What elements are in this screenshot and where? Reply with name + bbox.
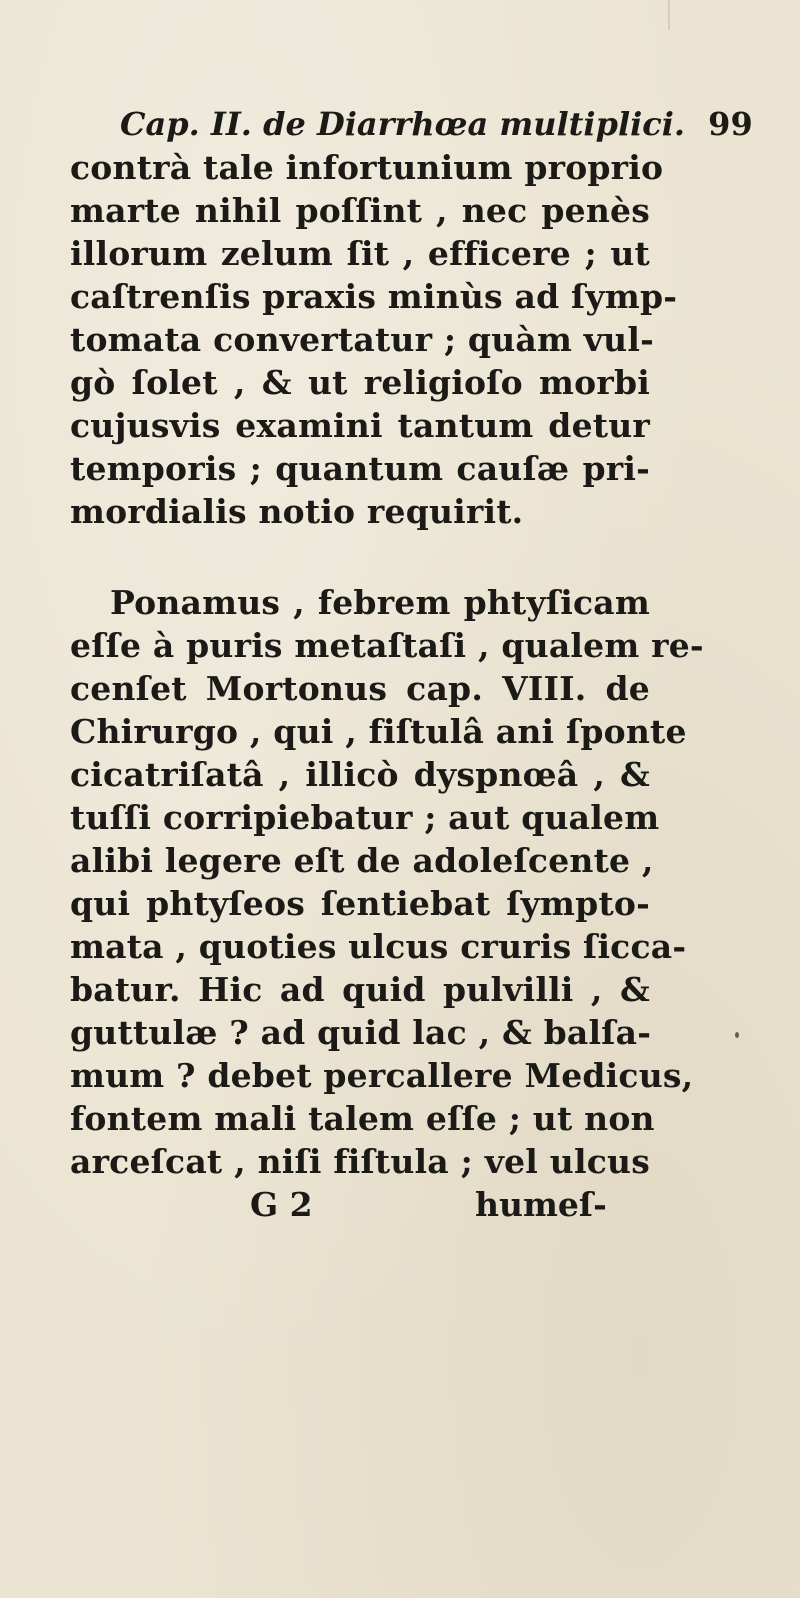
page-number: 99 [708, 105, 753, 143]
text-line: Chirurgo , qui , fiſtulâ ani ſponte [70, 712, 687, 751]
text-line: mata , quoties ulcus cruris ſicca- [70, 927, 687, 966]
ink-speck [735, 1032, 739, 1038]
text-line: gò ſolet , & ut religioſo morbi [70, 363, 650, 402]
text-line: tuſſi corripiebatur ; aut qualem [70, 798, 660, 837]
text-line: Ponamus , febrem phtyſicam [110, 583, 650, 622]
page-footer [70, 1183, 650, 1226]
paragraph-2 [70, 581, 704, 1183]
text-line: cujusvis examini tantum detur [70, 406, 650, 445]
paragraph-gap [70, 533, 650, 581]
text-line: cicatriſatâ , illicò dyspnœâ , & [70, 755, 650, 794]
text-line: temporis ; quantum cauſæ pri- [70, 449, 650, 488]
signature-mark: G 2 [250, 1185, 313, 1224]
catchword: humeſ- [475, 1185, 607, 1224]
page-crease [668, 0, 670, 30]
text-block [70, 146, 704, 1226]
text-line: fontem mali talem eſſe ; ut non [70, 1099, 655, 1138]
text-line: arceſcat , niſi fiſtula ; vel ulcus [70, 1142, 650, 1181]
text-line: marte nihil poſſint , nec penès [70, 191, 650, 230]
text-line: batur. Hic ad quid pulvilli , & [70, 970, 650, 1009]
text-line: caſtrenſis praxis minùs ad ſymp- [70, 277, 678, 316]
text-line: eſſe à puris metaſtaſi , qualem re- [70, 626, 704, 665]
text-line: illorum zelum ſit , efficere ; ut [70, 234, 650, 273]
text-line: mordialis notio requirit. [70, 492, 524, 531]
text-line: contrà tale infortunium proprio [70, 148, 664, 187]
text-line: cenſet Mortonus cap. VIII. de [70, 669, 650, 708]
running-title: Cap. II. de Diarrhœa multiplici. [120, 105, 686, 143]
paragraph-1 [70, 146, 678, 533]
running-head [120, 102, 753, 146]
text-line: alibi legere eſt de adoleſcente , [70, 841, 654, 880]
text-line: qui phtyſeos ſentiebat ſympto- [70, 884, 650, 923]
text-line: mum ? debet percallere Medicus, [70, 1056, 694, 1095]
text-line: tomata convertatur ; quàm vul- [70, 320, 654, 359]
text-line: guttulæ ? ad quid lac , & balſa- [70, 1013, 652, 1052]
